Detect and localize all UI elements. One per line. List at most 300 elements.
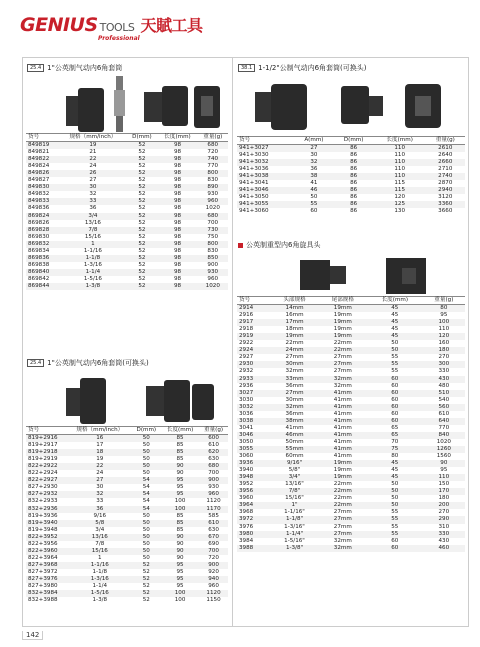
table-cell: 50 bbox=[391, 481, 399, 488]
table-cell: 170 bbox=[423, 488, 465, 495]
table-cell: 1-1/8 bbox=[59, 255, 126, 262]
table-cell: 45 bbox=[367, 460, 423, 467]
table-cell: 90 bbox=[161, 534, 199, 541]
column-header: D(mm) bbox=[132, 427, 161, 435]
table-cell: 1 bbox=[98, 554, 102, 561]
table-row bbox=[237, 524, 465, 531]
table-row bbox=[26, 597, 228, 604]
table-cell: 41 bbox=[310, 180, 318, 187]
table-cell: 19mm bbox=[319, 460, 367, 467]
table-cell: 30mm bbox=[285, 396, 304, 403]
table-row bbox=[237, 326, 465, 333]
table-cell: 110 bbox=[374, 159, 426, 166]
table-cell: 52 bbox=[126, 269, 157, 276]
brand-tagline: Professional bbox=[98, 35, 140, 42]
table-cell: 32mm bbox=[319, 545, 367, 552]
table-cell: 3952 bbox=[239, 481, 254, 488]
table-cell: 50 bbox=[310, 194, 318, 201]
table-cell: 60mm bbox=[285, 453, 304, 460]
table-cell: 36mm bbox=[285, 410, 304, 417]
table-cell: 941+3050 bbox=[239, 194, 269, 201]
table-cell: 45 bbox=[391, 312, 399, 319]
table-cell: 819+2917 bbox=[28, 442, 58, 449]
table-cell: 33 bbox=[96, 498, 104, 505]
table-row bbox=[26, 484, 228, 491]
table-row bbox=[26, 156, 228, 163]
table-row bbox=[237, 208, 465, 215]
table-cell: 180 bbox=[423, 347, 465, 354]
table-cell: 30 bbox=[310, 152, 318, 159]
table-row bbox=[26, 569, 228, 576]
table-cell: 19 bbox=[59, 142, 126, 150]
table-cell: 98 bbox=[173, 177, 182, 184]
table-row bbox=[237, 159, 465, 166]
table-cell: 86 bbox=[334, 145, 374, 153]
table-cell: 827+2932 bbox=[26, 491, 68, 498]
table-cell: 41mm bbox=[333, 410, 352, 417]
table-cell: 819+2918 bbox=[26, 449, 68, 456]
table-cell: 46mm bbox=[270, 432, 318, 439]
table-cell: 832+3984 bbox=[26, 590, 68, 597]
table-cell: 770 bbox=[438, 424, 450, 431]
table-cell: 55 bbox=[367, 516, 423, 523]
section-title-text: 1"公英制气动内6角套筒(可换头) bbox=[47, 359, 149, 367]
table-cell: 95 bbox=[161, 562, 199, 569]
table-cell: 70 bbox=[391, 438, 399, 445]
table-cell: 50 bbox=[132, 435, 161, 443]
table-row bbox=[237, 173, 465, 180]
table-cell: 3030 bbox=[239, 396, 254, 403]
table-header-row bbox=[26, 427, 228, 435]
table-row bbox=[26, 234, 228, 241]
table-cell: 52 bbox=[126, 184, 157, 191]
table-cell: 36 bbox=[68, 506, 132, 513]
table-cell: 65 bbox=[367, 432, 423, 439]
table-cell: 100 bbox=[161, 506, 199, 513]
table-cell: 24 bbox=[96, 470, 104, 477]
table-cell: 680 bbox=[198, 213, 228, 220]
table-cell: 3032 bbox=[237, 404, 270, 411]
table-cell: 330 bbox=[438, 368, 450, 375]
table-cell: 560 bbox=[423, 404, 465, 411]
table-cell: 890 bbox=[198, 184, 228, 191]
table-cell: 3120 bbox=[438, 194, 453, 201]
table-cell: 50 bbox=[367, 502, 423, 509]
table-cell: 19mm bbox=[333, 467, 352, 474]
table-row bbox=[26, 435, 228, 443]
table-cell: 50 bbox=[142, 540, 150, 547]
table-cell: 32mm bbox=[333, 382, 352, 389]
table-cell: 270 bbox=[438, 354, 450, 361]
table-cell: 30 bbox=[96, 484, 104, 491]
column-header: 货号 bbox=[26, 134, 59, 142]
table-cell: 700 bbox=[199, 548, 228, 555]
table-row bbox=[237, 474, 465, 481]
table-cell: 52 bbox=[138, 177, 146, 184]
table-cell: 98 bbox=[157, 213, 197, 220]
table-cell: 41mm bbox=[319, 404, 367, 411]
table-cell: 2927 bbox=[239, 354, 254, 361]
table-row bbox=[26, 477, 228, 484]
table-cell: 86 bbox=[334, 201, 374, 208]
table-cell: 960 bbox=[199, 491, 228, 498]
table-cell: 7/8 bbox=[95, 540, 105, 547]
table-cell: 125 bbox=[374, 201, 426, 208]
table-cell: 98 bbox=[157, 227, 197, 234]
column-header: D(mm) bbox=[126, 134, 157, 142]
table-cell: 869824 bbox=[26, 213, 59, 220]
table-cell: 26 bbox=[59, 170, 126, 177]
table-cell: 2918 bbox=[239, 326, 254, 333]
table-cell: 740 bbox=[198, 156, 228, 163]
table-cell: 32mm bbox=[333, 537, 352, 544]
table-cell: 430 bbox=[438, 537, 450, 544]
table-cell: 52 bbox=[142, 568, 150, 575]
table-row bbox=[26, 149, 228, 156]
table-cell: 16mm bbox=[285, 312, 304, 319]
table-row bbox=[26, 220, 228, 227]
brand-logo: GENIUS TOOLS 天賦工具 bbox=[20, 14, 203, 36]
table-cell: 18 bbox=[68, 449, 132, 456]
table-row bbox=[237, 481, 465, 488]
table-cell: 52 bbox=[126, 241, 157, 248]
table-row bbox=[26, 241, 228, 248]
table-cell: 14mm bbox=[270, 305, 318, 313]
table-cell: 95 bbox=[176, 583, 184, 590]
table-cell: 60 bbox=[367, 545, 423, 552]
table-cell: 65 bbox=[391, 424, 399, 431]
table-cell: 41mm bbox=[333, 396, 352, 403]
table-row bbox=[26, 449, 228, 456]
table-cell: 41mm bbox=[285, 424, 304, 431]
table-cell: 19mm bbox=[333, 312, 352, 319]
column-header: A(mm) bbox=[294, 137, 333, 145]
table-cell: 869830 bbox=[28, 233, 50, 240]
table-row bbox=[26, 198, 228, 205]
table-cell: 50 bbox=[142, 512, 150, 519]
table-row bbox=[26, 541, 228, 548]
table-row bbox=[26, 276, 228, 283]
table-cell: 3984 bbox=[239, 537, 254, 544]
table-cell: 32mm bbox=[319, 376, 367, 383]
table-cell: 27 bbox=[294, 145, 333, 153]
table-cell: 3980 bbox=[237, 531, 270, 538]
table-cell: 5/8" bbox=[288, 467, 301, 474]
table-cell: 900 bbox=[207, 261, 219, 268]
table-cell: 30mm bbox=[270, 361, 318, 368]
table-cell: 98 bbox=[157, 184, 197, 191]
table-cell: 832+3988 bbox=[28, 597, 58, 604]
table-cell: 822+3964 bbox=[28, 554, 58, 561]
table-cell: 60 bbox=[367, 418, 423, 425]
table-cell: 54 bbox=[132, 477, 161, 484]
table-cell: 1-3/16 bbox=[83, 261, 102, 268]
table-row bbox=[237, 411, 465, 418]
table-cell: 90 bbox=[176, 470, 184, 477]
table-cell: 800 bbox=[198, 170, 228, 177]
table-cell: 270 bbox=[438, 509, 450, 516]
table-cell: 2933 bbox=[237, 376, 270, 383]
table-cell: 55 bbox=[391, 523, 399, 530]
column-header: 重量(g) bbox=[198, 134, 228, 142]
table-cell: 827+2930 bbox=[28, 484, 58, 491]
table-cell: 90 bbox=[161, 548, 199, 555]
table-cell: 510 bbox=[423, 390, 465, 397]
table-cell: 832+2936 bbox=[26, 506, 68, 513]
table-cell: 869838 bbox=[28, 261, 50, 268]
table-cell: 98 bbox=[157, 142, 197, 150]
table-cell: 849826 bbox=[26, 170, 59, 177]
table-row bbox=[237, 432, 465, 439]
table-cell: 95 bbox=[161, 576, 199, 583]
section-1-table bbox=[26, 133, 228, 290]
table-cell: 86 bbox=[350, 208, 358, 215]
table-row bbox=[237, 376, 465, 383]
table-row bbox=[237, 312, 465, 319]
table-cell: 50 bbox=[132, 534, 161, 541]
table-row bbox=[26, 227, 228, 234]
table-cell: 2710 bbox=[438, 166, 453, 173]
column-header: 重量(g) bbox=[199, 427, 228, 435]
table-cell: 27 bbox=[89, 177, 97, 184]
table-cell: 27mm bbox=[319, 361, 367, 368]
table-cell: 3956 bbox=[237, 488, 270, 495]
table-row bbox=[26, 498, 228, 505]
table-cell: 3027 bbox=[237, 390, 270, 397]
table-cell: 19mm bbox=[319, 319, 367, 326]
table-cell: 98 bbox=[173, 191, 182, 198]
table-cell: 27mm bbox=[285, 354, 304, 361]
table-cell: 730 bbox=[198, 227, 228, 234]
table-cell: 600 bbox=[199, 435, 228, 443]
size-code: 25.4 bbox=[27, 359, 44, 367]
table-row bbox=[237, 545, 465, 552]
table-row bbox=[26, 470, 228, 477]
table-cell: 41mm bbox=[319, 390, 367, 397]
table-cell: 1-1/16 bbox=[68, 562, 132, 569]
table-row bbox=[26, 269, 228, 276]
column-header: 货号 bbox=[237, 297, 270, 305]
table-cell: 1" bbox=[270, 502, 318, 509]
table-cell: 940 bbox=[199, 576, 228, 583]
table-cell: 55 bbox=[367, 531, 423, 538]
table-cell: 52 bbox=[126, 227, 157, 234]
table-cell: 1-3/16" bbox=[284, 523, 305, 530]
table-cell: 1-5/16" bbox=[284, 537, 305, 544]
table-cell: 95 bbox=[440, 467, 448, 474]
table-cell: 85 bbox=[161, 520, 199, 527]
table-cell: 3960 bbox=[239, 495, 254, 502]
table-cell: 720 bbox=[207, 149, 219, 156]
table-cell: 98 bbox=[173, 219, 182, 226]
table-cell: 115 bbox=[394, 180, 406, 187]
table-cell: 750 bbox=[207, 233, 219, 240]
table-cell: 32mm bbox=[270, 404, 318, 411]
table-cell: 1-3/8 bbox=[92, 597, 108, 604]
table-cell: 17 bbox=[96, 442, 104, 449]
table-row bbox=[237, 340, 465, 347]
table-cell: 770 bbox=[207, 163, 219, 170]
table-cell: 3940 bbox=[239, 467, 254, 474]
table-cell: 819+3940 bbox=[26, 520, 68, 527]
table-cell: 680 bbox=[199, 463, 228, 470]
table-row bbox=[26, 170, 228, 177]
impact-socket-image bbox=[66, 370, 216, 426]
table-cell: 2936 bbox=[239, 382, 254, 389]
table-cell: 52 bbox=[142, 597, 150, 604]
table-cell: 720 bbox=[208, 554, 219, 561]
column-header: 长度(mm) bbox=[157, 134, 197, 142]
table-cell: 941+3027 bbox=[237, 145, 294, 153]
table-cell: 22 bbox=[68, 463, 132, 470]
table-row bbox=[26, 142, 228, 150]
table-cell: 330 bbox=[423, 531, 465, 538]
table-cell: 50 bbox=[391, 495, 399, 502]
section-3-title bbox=[238, 63, 367, 73]
table-cell: 24mm bbox=[270, 347, 318, 354]
table-cell: 300 bbox=[423, 361, 465, 368]
column-header: 规格（mm/inch） bbox=[68, 427, 132, 435]
table-cell: 95 bbox=[161, 491, 199, 498]
column-header: 头部规格 bbox=[270, 297, 318, 305]
table-cell: 33mm bbox=[270, 376, 318, 383]
table-cell: 849833 bbox=[26, 198, 59, 205]
table-cell: 90 bbox=[161, 463, 199, 470]
table-cell: 95 bbox=[176, 484, 184, 491]
table-cell: 27mm bbox=[333, 368, 352, 375]
table-cell: 22mm bbox=[333, 495, 352, 502]
table-cell: 22mm bbox=[319, 502, 367, 509]
table-cell: 2640 bbox=[438, 152, 453, 159]
table-cell: 27mm bbox=[319, 516, 367, 523]
table-cell: 2930 bbox=[237, 361, 270, 368]
table-cell: 849832 bbox=[28, 191, 50, 198]
table-cell: 45 bbox=[367, 319, 423, 326]
table-cell: 869832 bbox=[26, 241, 59, 248]
table-cell: 1120 bbox=[199, 590, 228, 597]
table-cell: 1020 bbox=[198, 283, 228, 290]
table-cell: 849824 bbox=[28, 163, 50, 170]
table-cell: 200 bbox=[423, 502, 465, 509]
table-cell: 869842 bbox=[28, 275, 50, 282]
table-row bbox=[26, 191, 228, 198]
table-cell: 52 bbox=[138, 219, 146, 226]
table-row bbox=[237, 425, 465, 432]
table-cell: 110 bbox=[374, 145, 426, 153]
table-row bbox=[26, 576, 228, 583]
table-cell: 52 bbox=[138, 233, 146, 240]
table-cell: 930 bbox=[207, 191, 219, 198]
table-cell: 19mm bbox=[319, 333, 367, 340]
table-cell: 310 bbox=[438, 523, 450, 530]
table-row bbox=[237, 194, 465, 201]
table-cell: 54 bbox=[132, 506, 161, 513]
table-cell: 2740 bbox=[426, 173, 465, 180]
section-2-title bbox=[27, 358, 149, 368]
table-cell: 86 bbox=[350, 194, 358, 201]
table-cell: 32 bbox=[89, 191, 97, 198]
table-cell: 430 bbox=[423, 376, 465, 383]
table-cell: 3050 bbox=[239, 438, 254, 445]
table-cell: 86 bbox=[334, 173, 374, 180]
table-cell: 2610 bbox=[426, 145, 465, 153]
table-cell: 54 bbox=[142, 498, 150, 505]
table-cell: 13/16 bbox=[84, 219, 101, 226]
table-cell: 941+3030 bbox=[239, 152, 269, 159]
table-cell: 1560 bbox=[436, 453, 451, 460]
table-cell: 15/16" bbox=[285, 495, 304, 502]
table-row bbox=[26, 506, 228, 513]
table-cell: 98 bbox=[157, 170, 197, 177]
table-cell: 90 bbox=[423, 460, 465, 467]
table-row bbox=[237, 166, 465, 173]
table-cell: 822+3952 bbox=[26, 534, 68, 541]
table-header-row bbox=[237, 137, 465, 145]
table-cell: 13/16 bbox=[68, 534, 132, 541]
table-cell: 41mm bbox=[319, 446, 367, 453]
table-cell: 2916 bbox=[239, 312, 254, 319]
table-cell: 100 bbox=[174, 498, 186, 505]
table-cell: 849819 bbox=[26, 142, 59, 150]
table-cell: 75 bbox=[367, 446, 423, 453]
table-cell: 27mm bbox=[270, 390, 318, 397]
table-cell: 630 bbox=[208, 456, 219, 463]
table-cell: 45 bbox=[367, 333, 423, 340]
table-cell: 610 bbox=[208, 442, 219, 449]
table-cell: 869844 bbox=[26, 283, 59, 290]
table-cell: 52 bbox=[132, 562, 161, 569]
table-cell: 3948 bbox=[237, 474, 270, 481]
table-cell: 98 bbox=[173, 275, 182, 282]
table-cell: 3360 bbox=[426, 201, 465, 208]
table-header-row bbox=[26, 134, 228, 142]
table-cell: 3936 bbox=[237, 460, 270, 467]
table-cell: 2940 bbox=[426, 187, 465, 194]
table-cell: 110 bbox=[394, 152, 406, 159]
table-cell: 819+3948 bbox=[28, 526, 58, 533]
table-row bbox=[26, 213, 228, 220]
table-cell: 7/8" bbox=[270, 488, 318, 495]
table-cell: 110 bbox=[423, 474, 465, 481]
table-cell: 1170 bbox=[199, 506, 228, 513]
table-row bbox=[237, 404, 465, 411]
table-cell: 120 bbox=[394, 194, 406, 201]
table-cell: 32mm bbox=[285, 368, 304, 375]
table-cell: 60 bbox=[310, 208, 318, 215]
table-row bbox=[237, 361, 465, 368]
table-cell: 98 bbox=[173, 205, 182, 212]
table-cell: 3046 bbox=[237, 432, 270, 439]
table-cell: 620 bbox=[199, 449, 228, 456]
table-cell: 480 bbox=[438, 382, 450, 389]
table-cell: 2932 bbox=[239, 368, 254, 375]
table-cell: 36mm bbox=[285, 382, 304, 389]
table-cell: 3972 bbox=[237, 516, 270, 523]
table-cell: 38 bbox=[294, 173, 333, 180]
table-cell: 822+2927 bbox=[26, 477, 68, 484]
table-cell: 1-5/16 bbox=[68, 590, 132, 597]
table-cell: 52 bbox=[132, 576, 161, 583]
table-cell: 869834 bbox=[28, 247, 50, 254]
table-cell: 827+3976 bbox=[26, 576, 68, 583]
table-cell: 85 bbox=[161, 435, 199, 443]
table-cell: 98 bbox=[157, 241, 197, 248]
table-cell: 800 bbox=[198, 241, 228, 248]
table-cell: 3/4 bbox=[95, 526, 105, 533]
table-cell: 827+3968 bbox=[26, 562, 68, 569]
table-cell: 54 bbox=[132, 491, 161, 498]
table-cell: 27mm bbox=[333, 354, 352, 361]
